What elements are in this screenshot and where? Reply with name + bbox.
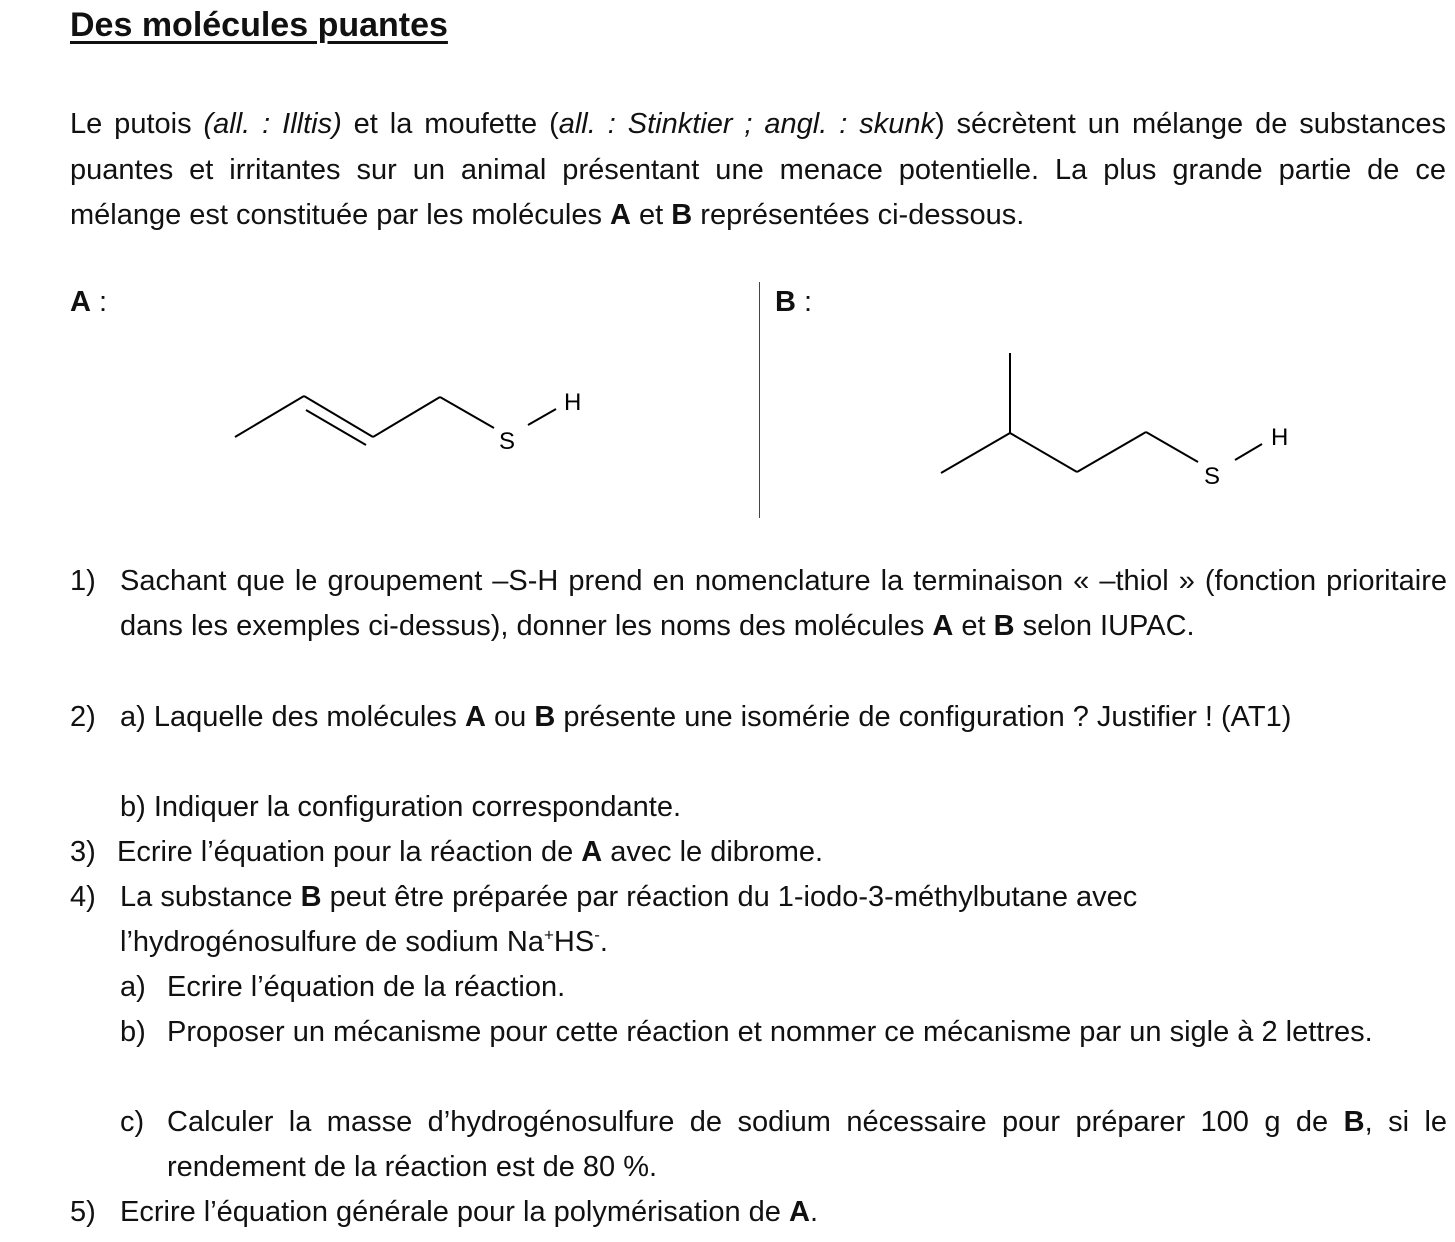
sub-question-number: b)	[120, 1016, 146, 1048]
question-3-text	[117, 830, 1447, 875]
intro-text: Le putois	[70, 108, 204, 140]
question-text: .	[599, 926, 608, 958]
atom-h: H	[1271, 424, 1289, 451]
atom-h: H	[564, 389, 582, 416]
bond	[1235, 444, 1262, 460]
bond	[1010, 433, 1077, 472]
question-number: 5)	[70, 1196, 96, 1228]
molecule-a-ref: A	[932, 610, 954, 642]
intro-molecule-a: A	[610, 199, 631, 231]
intro-italic-german: (all. : Illtis)	[203, 108, 342, 140]
question-text: Calculer la masse d’hydrogénosulfure de sodium nécessaire pour préparer 100 g de	[167, 1106, 1344, 1138]
question-text: La substance	[120, 881, 301, 913]
label-colon: :	[795, 286, 813, 318]
sub-question-number: c)	[120, 1106, 145, 1138]
question-2a-text	[120, 695, 1447, 740]
question-number: 3)	[70, 836, 96, 868]
question-text: peut être préparée par réaction du 1-iodo-3-méthylbutane avec	[321, 881, 1138, 913]
molecule-b-letter: B	[775, 286, 796, 318]
question-4-line-2	[120, 920, 608, 965]
atom-s: S	[499, 428, 516, 455]
molecule-b-ref: B	[1343, 1106, 1365, 1138]
question-2b-text: b) Indiquer la configuration correspondante.	[120, 791, 682, 823]
question-4a-text: Ecrire l’équation de la réaction.	[167, 971, 566, 1003]
question-text: Ecrire l’équation pour la réaction de	[117, 836, 582, 868]
intro-text: représentées ci-dessous.	[692, 199, 1025, 231]
molecule-b-ref: B	[534, 701, 556, 733]
atom-s: S	[1204, 463, 1221, 490]
intro-text: et la moufette (	[341, 108, 559, 140]
molecule-a-letter: A	[70, 286, 91, 318]
question-1-text	[120, 559, 1447, 649]
question-text: .	[809, 1196, 819, 1228]
question-text: Ecrire l’équation générale pour la polymérisation de	[120, 1196, 789, 1228]
question-4b-text: Proposer un mécanisme pour cette réaction et nommer ce mécanisme par un sigle à 2 lettres.	[167, 1016, 1373, 1048]
sub-question-number: a)	[120, 971, 146, 1003]
question-text: ou	[485, 701, 535, 733]
question-text: a) Laquelle des molécules	[120, 701, 465, 733]
question-text: HS	[553, 926, 595, 958]
question-text: et	[953, 610, 994, 642]
question-number: 4)	[70, 881, 96, 913]
label-colon: :	[90, 286, 108, 318]
intro-text: et	[630, 199, 672, 231]
question-number: 1)	[70, 565, 96, 597]
molecule-b-ref: B	[993, 610, 1015, 642]
question-text: avec le dibrome.	[602, 836, 824, 868]
molecule-b-structure	[0, 0, 1455, 540]
question-text: selon IUPAC.	[1014, 610, 1195, 642]
charge-plus: +	[543, 925, 554, 945]
intro-text: ) sécrètent un mélange de substances puantes et irritantes sur un animal présentant une menace potentielle. La plus grande partie de ce mélange est constituée par les molécules	[70, 108, 1446, 231]
question-text: Sachant que le groupement –S-H prend en nomenclature la terminaison « –thiol » (fonction prioritaire dans les exemples ci-dessus), donner les noms des molécules	[120, 565, 1447, 642]
bond	[941, 433, 1010, 473]
intro-molecule-b: B	[671, 199, 693, 231]
question-text: , si le rendement de la réaction est de 80 %.	[167, 1106, 1448, 1183]
question-5-text	[120, 1190, 1447, 1235]
bond	[1077, 432, 1146, 472]
molecule-a-ref: A	[464, 701, 486, 733]
intro-italic-translations: all. : Stinktier ; angl. : skunk	[558, 108, 935, 140]
molecule-b-ref: B	[300, 881, 322, 913]
molecule-a-ref: A	[789, 1196, 810, 1228]
question-number: 2)	[70, 701, 96, 733]
page-title: Des molécules puantes	[70, 6, 448, 44]
molecule-a-ref: A	[581, 836, 603, 868]
question-text: l’hydrogénosulfure de sodium Na	[120, 926, 544, 958]
charge-minus: -	[594, 925, 600, 945]
question-4-line-1	[120, 875, 1447, 920]
bond	[1146, 432, 1198, 462]
question-text: présente une isomérie de configuration ? Justifier ! (AT1)	[555, 701, 1292, 733]
question-4c-text	[167, 1100, 1447, 1190]
